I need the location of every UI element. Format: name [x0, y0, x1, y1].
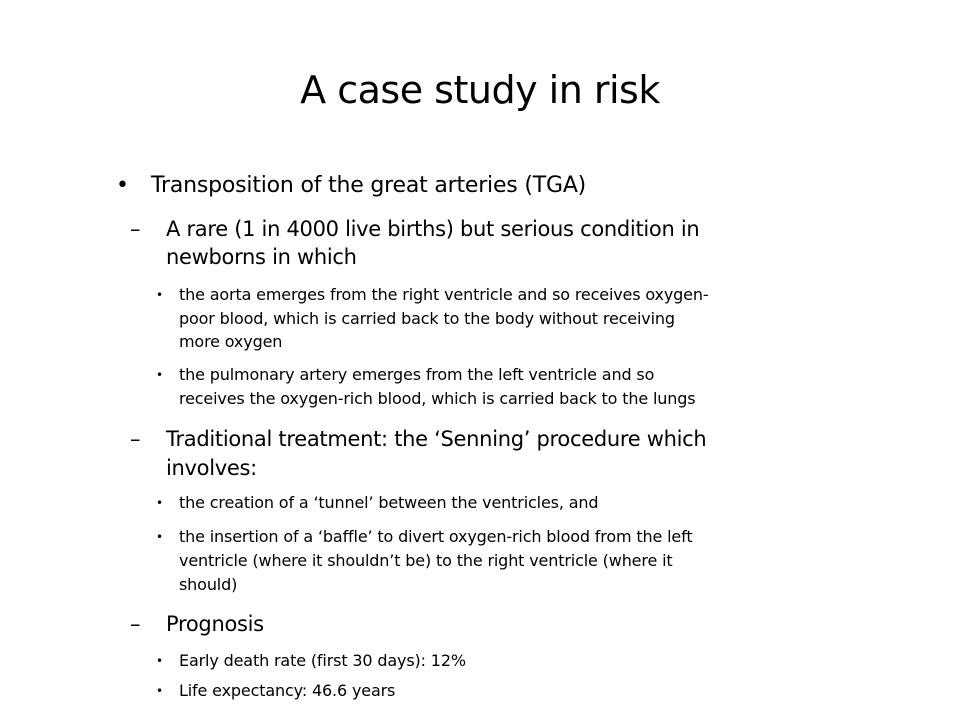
point-text-line: the creation of a ‘tunnel’ between the ventricles, and — [179, 493, 599, 512]
point-text-line: the insertion of a ‘baffle’ to divert oxygen-rich blood from the left — [179, 527, 693, 546]
point-text-line: the aorta emerges from the right ventricle and so receives oxygen- — [179, 285, 709, 304]
point-marker: • — [156, 530, 164, 544]
point-text-line: receives the oxygen-rich blood, which is carried back to the lungs — [179, 389, 696, 408]
sub-item-marker: – — [130, 427, 141, 451]
point-marker: • — [156, 496, 164, 510]
point-text-line: more oxygen — [179, 332, 283, 351]
point-text-line: Early death rate (first 30 days): 12% — [179, 651, 466, 670]
sub-item-text-line: A rare (1 in 4000 live births) but serious condition in — [166, 217, 700, 241]
sub-item-marker: – — [130, 612, 141, 636]
point-text-line: Life expectancy: 46.6 years — [179, 681, 396, 700]
bullet-marker: • — [116, 173, 129, 198]
point-text-line: should) — [179, 575, 238, 594]
bullet-text-tga: Transposition of the great arteries (TGA) — [151, 173, 587, 198]
sub-item-text-line: Prognosis — [166, 612, 264, 636]
point-marker: • — [156, 684, 164, 698]
point-text-line: ventricle (where it shouldn’t be) to the right ventricle (where it — [179, 551, 673, 570]
sub-item-text-line: Traditional treatment: the ‘Senning’ procedure which — [166, 427, 707, 451]
sub-item-text-line: involves: — [166, 456, 257, 480]
point-marker: • — [156, 288, 164, 302]
sub-item-marker: – — [130, 217, 141, 241]
point-text-line: the pulmonary artery emerges from the left ventricle and so — [179, 365, 655, 384]
slide-title: A case study in risk — [300, 68, 660, 112]
sub-item-text-line: newborns in which — [166, 245, 357, 269]
point-text-line: poor blood, which is carried back to the body without receiving — [179, 309, 675, 328]
point-marker: • — [156, 654, 164, 668]
point-marker: • — [156, 368, 164, 382]
